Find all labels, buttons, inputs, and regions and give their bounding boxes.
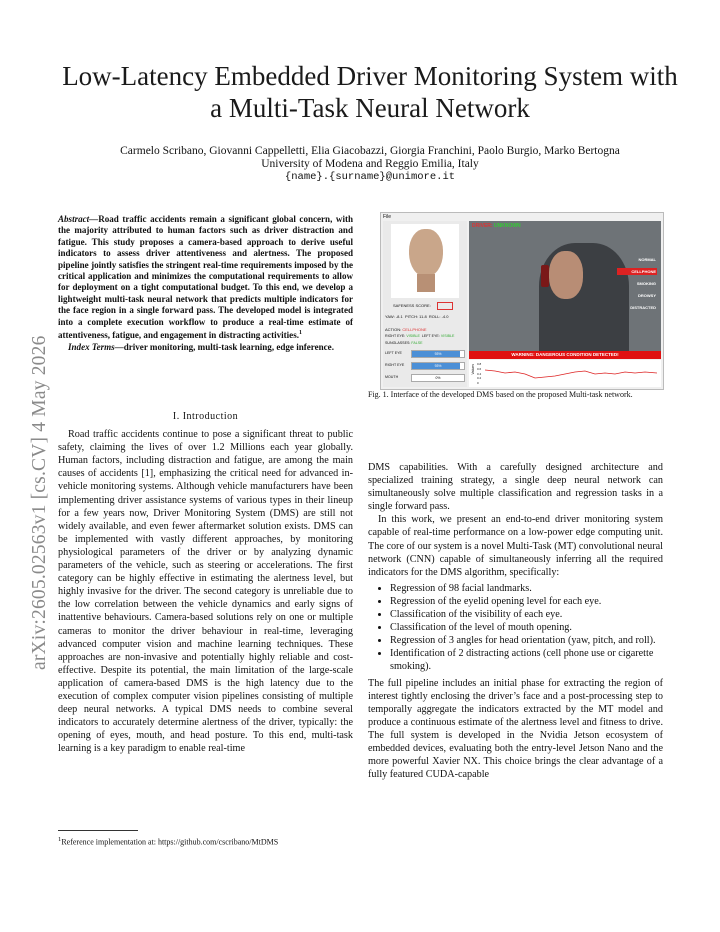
plot-tick: 0.2 — [477, 376, 482, 381]
arxiv-stamp: arXiv:2605.02563v1 [cs.CV] 4 May 2026 — [29, 335, 50, 670]
state-tags — [617, 256, 657, 316]
sunglasses-label: SUNGLASSES: — [385, 341, 411, 345]
face-render — [391, 224, 459, 298]
pose-readout — [385, 314, 448, 319]
footnote-text: Reference implementation at: https://github.com/cscribano/MtDMS — [61, 837, 279, 847]
right-paragraph-1: DMS capabilities. With a carefully designed architecture and specialized training strategy, a single deep neural network can simultaneously solve multiple classification and regression tasks in a single forward pass. — [368, 462, 663, 513]
action-line — [385, 327, 427, 332]
task-list-item: • Classification of the visibility of each eye. — [390, 608, 663, 621]
eye-visibility-line — [385, 334, 454, 338]
abstract-label: Abstract — [58, 214, 90, 224]
bar-label: LEFT EYE — [385, 351, 402, 355]
task-list-item: • Regression of the eyelid opening level for each eye. — [390, 595, 663, 608]
abstract — [58, 214, 353, 354]
face-neck-icon — [417, 274, 435, 292]
bar-value: 93% — [434, 352, 442, 356]
footnote — [58, 835, 353, 848]
bar-track — [411, 374, 465, 382]
figure-menu: File — [383, 214, 392, 220]
safeness-label: SAFENESS SCORE: — [393, 303, 431, 308]
index-terms: —driver monitoring, multi-task learning, edge inference. — [114, 342, 334, 353]
bar-label: RIGHT EYE — [385, 363, 405, 367]
plot-tick: 0.4 — [477, 371, 482, 376]
right-paragraph-3: The full pipeline includes an initial phase for extracting the region of interest tightly enclosing the driver’s face and a post-processing step to temporally aggregate the indicators extracted by the MT model and produce a continuous estimate of the alertness level and fitness to drive. The full system is developed in the Nvidia Jetson ecosystem of embedded devices, evaluating both the entry-level Jetson Nano and the more powerful Xavier NX. This choice brings the clear advantage of a fully featured CUDA-capable — [368, 677, 663, 781]
plot-tick: 0.8 — [477, 362, 482, 366]
sunglasses-value: FALSE — [411, 341, 423, 345]
abstract-footmark: 1 — [298, 330, 302, 337]
plot-line — [485, 362, 657, 386]
dms-interface-figure — [380, 212, 664, 390]
bar-value: 0% — [435, 376, 441, 380]
right-eye-value: VISIBLE — [406, 334, 420, 338]
arxiv-stamp-container — [14, 210, 50, 670]
task-list — [368, 582, 663, 674]
cellphone-icon — [541, 265, 549, 287]
affiliation: University of Modena and Reggio Emilia, Italy — [261, 158, 479, 170]
abstract-text: —Road traffic accidents remain a significant global concern, with the majority attributed to human factors such as driver distraction and fatigue. This study proposes a camera-based approach to derive useful indicators to assess driver attentiveness and alertness. The proposed pipeline jointly satisfies the stringent real-time requirements imposed by the critical application and minimizes the computational requirements to allow for deployment on a tight computational budget. To this end, we develop a lightweight multi-task neural network that predicts multiple indicators for the face region in a single forward pass. The developed model is integrated into a complete execution workflow to produce a real-time estimate of attentiveness, fatigue, and engagement in distracting activities. — [58, 214, 353, 341]
action-label: ACTION: — [385, 327, 402, 332]
figure-caption: Fig. 1. Interface of the developed DMS based on the proposed Multi-task network. — [368, 390, 633, 399]
state-tag: SMOKING — [636, 281, 656, 286]
camera-frame — [469, 221, 661, 351]
index-label: Index Terms — [68, 342, 115, 353]
plot-ylabel: Values — [471, 364, 475, 375]
bar-value: 93% — [434, 364, 442, 368]
right-eye-label: RIGHT EYE: — [385, 334, 406, 338]
authors: Carmelo Scribano, Giovanni Cappelletti, Elia Giacobazzi, Giorgia Franchini, Paolo Burgio, Marko Bertogna — [120, 145, 620, 157]
action-value: CELLPHONE — [402, 327, 427, 332]
signal-plot — [469, 360, 661, 387]
task-list-item: • Identification of 2 distracting actions (cell phone use or cigarette smoking). — [390, 647, 663, 673]
left-eye-value: VISIBLE — [440, 334, 455, 338]
warning-banner: WARNING: DANGEROUS CONDITION DETECTED! — [469, 351, 661, 359]
driver-status — [472, 223, 521, 229]
plot-ticks — [477, 362, 481, 386]
footnote-rule — [58, 830, 138, 831]
email: {name}.{surname}@unimore.it — [284, 171, 456, 183]
state-tag: DROWSY — [638, 293, 656, 298]
intro-left-column — [58, 402, 353, 755]
sunglasses-line — [385, 341, 423, 345]
plot-tick: 0.6 — [477, 366, 482, 371]
left-eye-label: LEFT EYE: — [421, 334, 440, 338]
figure-left-panel — [383, 221, 467, 387]
face-head-icon — [409, 229, 443, 277]
state-tag: CELLPHONE — [617, 268, 657, 275]
right-paragraph-2: In this work, we present an end-to-end driver monitoring system capable of real-time performance on a low-power edge computing unit. The core of our system is a novel Multi-Task (MT) convolutional neural network (CNN) capable of simultaneously inferring all the required indicators for the DMS algorithm, specifically: — [368, 514, 663, 578]
task-list-item: • Classification of the level of mouth opening. — [390, 621, 663, 634]
bar-track — [411, 350, 465, 358]
driver-status-value: UNKNOWN — [493, 223, 521, 229]
pitch: PITCH: 11.8 — [404, 314, 427, 319]
bar-track — [411, 362, 465, 370]
right-column — [368, 461, 663, 781]
task-list-item: • Regression of 3 angles for head orientation (yaw, pitch, and roll). — [390, 634, 663, 647]
state-tag: DISTRACTED — [630, 305, 656, 310]
driver-status-label: DRIVER: — [472, 223, 493, 229]
plot-tick: 0 — [477, 381, 479, 386]
task-list-item: • Regression of 98 facial landmarks. — [390, 582, 663, 595]
paper-title: Low-Latency Embedded Driver Monitoring System with a Multi-Task Neural Network — [62, 61, 678, 123]
state-tag: NORMAL — [638, 257, 656, 262]
bar-label: MOUTH — [385, 375, 399, 379]
safeness-indicator — [437, 302, 453, 310]
yaw: YAW: -8.1 — [385, 314, 403, 319]
section-heading: I. Introduction — [172, 411, 239, 422]
author-block — [40, 145, 700, 184]
driver-face — [549, 251, 583, 299]
intro-paragraph: Road traffic accidents continue to pose a significant threat to public safety, claiming the lives of over 1.2 Millions each year globally. Human factors, including distraction and fatigue, are among the main causes of accidents [1], emphasizing the critical need for advanced in-vehicle monitoring systems. Although vehicle manufacturers have been implementing driver assistance systems of various types in their lineup for a few years now, Driver Monitoring System (DMS) are still not widely available, and even fewer aftermarket solution exists. DMS can be implemented with vastly different approaches, by monitoring physiological parameters of the driver or by analyzing dynamic parameters of the vehicle, such as steering or accelerations. The first category can be highly effective in estimating the alertness level, but highly invasive for the driver. The second category is unreliable due to the low correlation between the vehicle dynamics and early signs of inattentive behaviours. Camera-based solutions rely on one or multiple cameras to monitor the driver behaviour in real-time, leveraging advanced computer vision and machine learning techniques. These approaches are non-invasive and potentially highly reliable and cost-effective. Despite its potential, the main limitation of the large-scale application of camera-based DMS is the high latency due to the execution of complex computer vision pipelines consisting of multiple deep neural networks. A typical DMS needs to combine several indicators to accurately determine alertness of the driver, typically: the opening of eyes, mouth, and head posture. To this end, multi-task learning is a key paradigm to enable real-time — [58, 429, 353, 755]
roll: ROLL: -4.0 — [428, 314, 449, 319]
footnote-mark: 1 — [58, 836, 62, 843]
